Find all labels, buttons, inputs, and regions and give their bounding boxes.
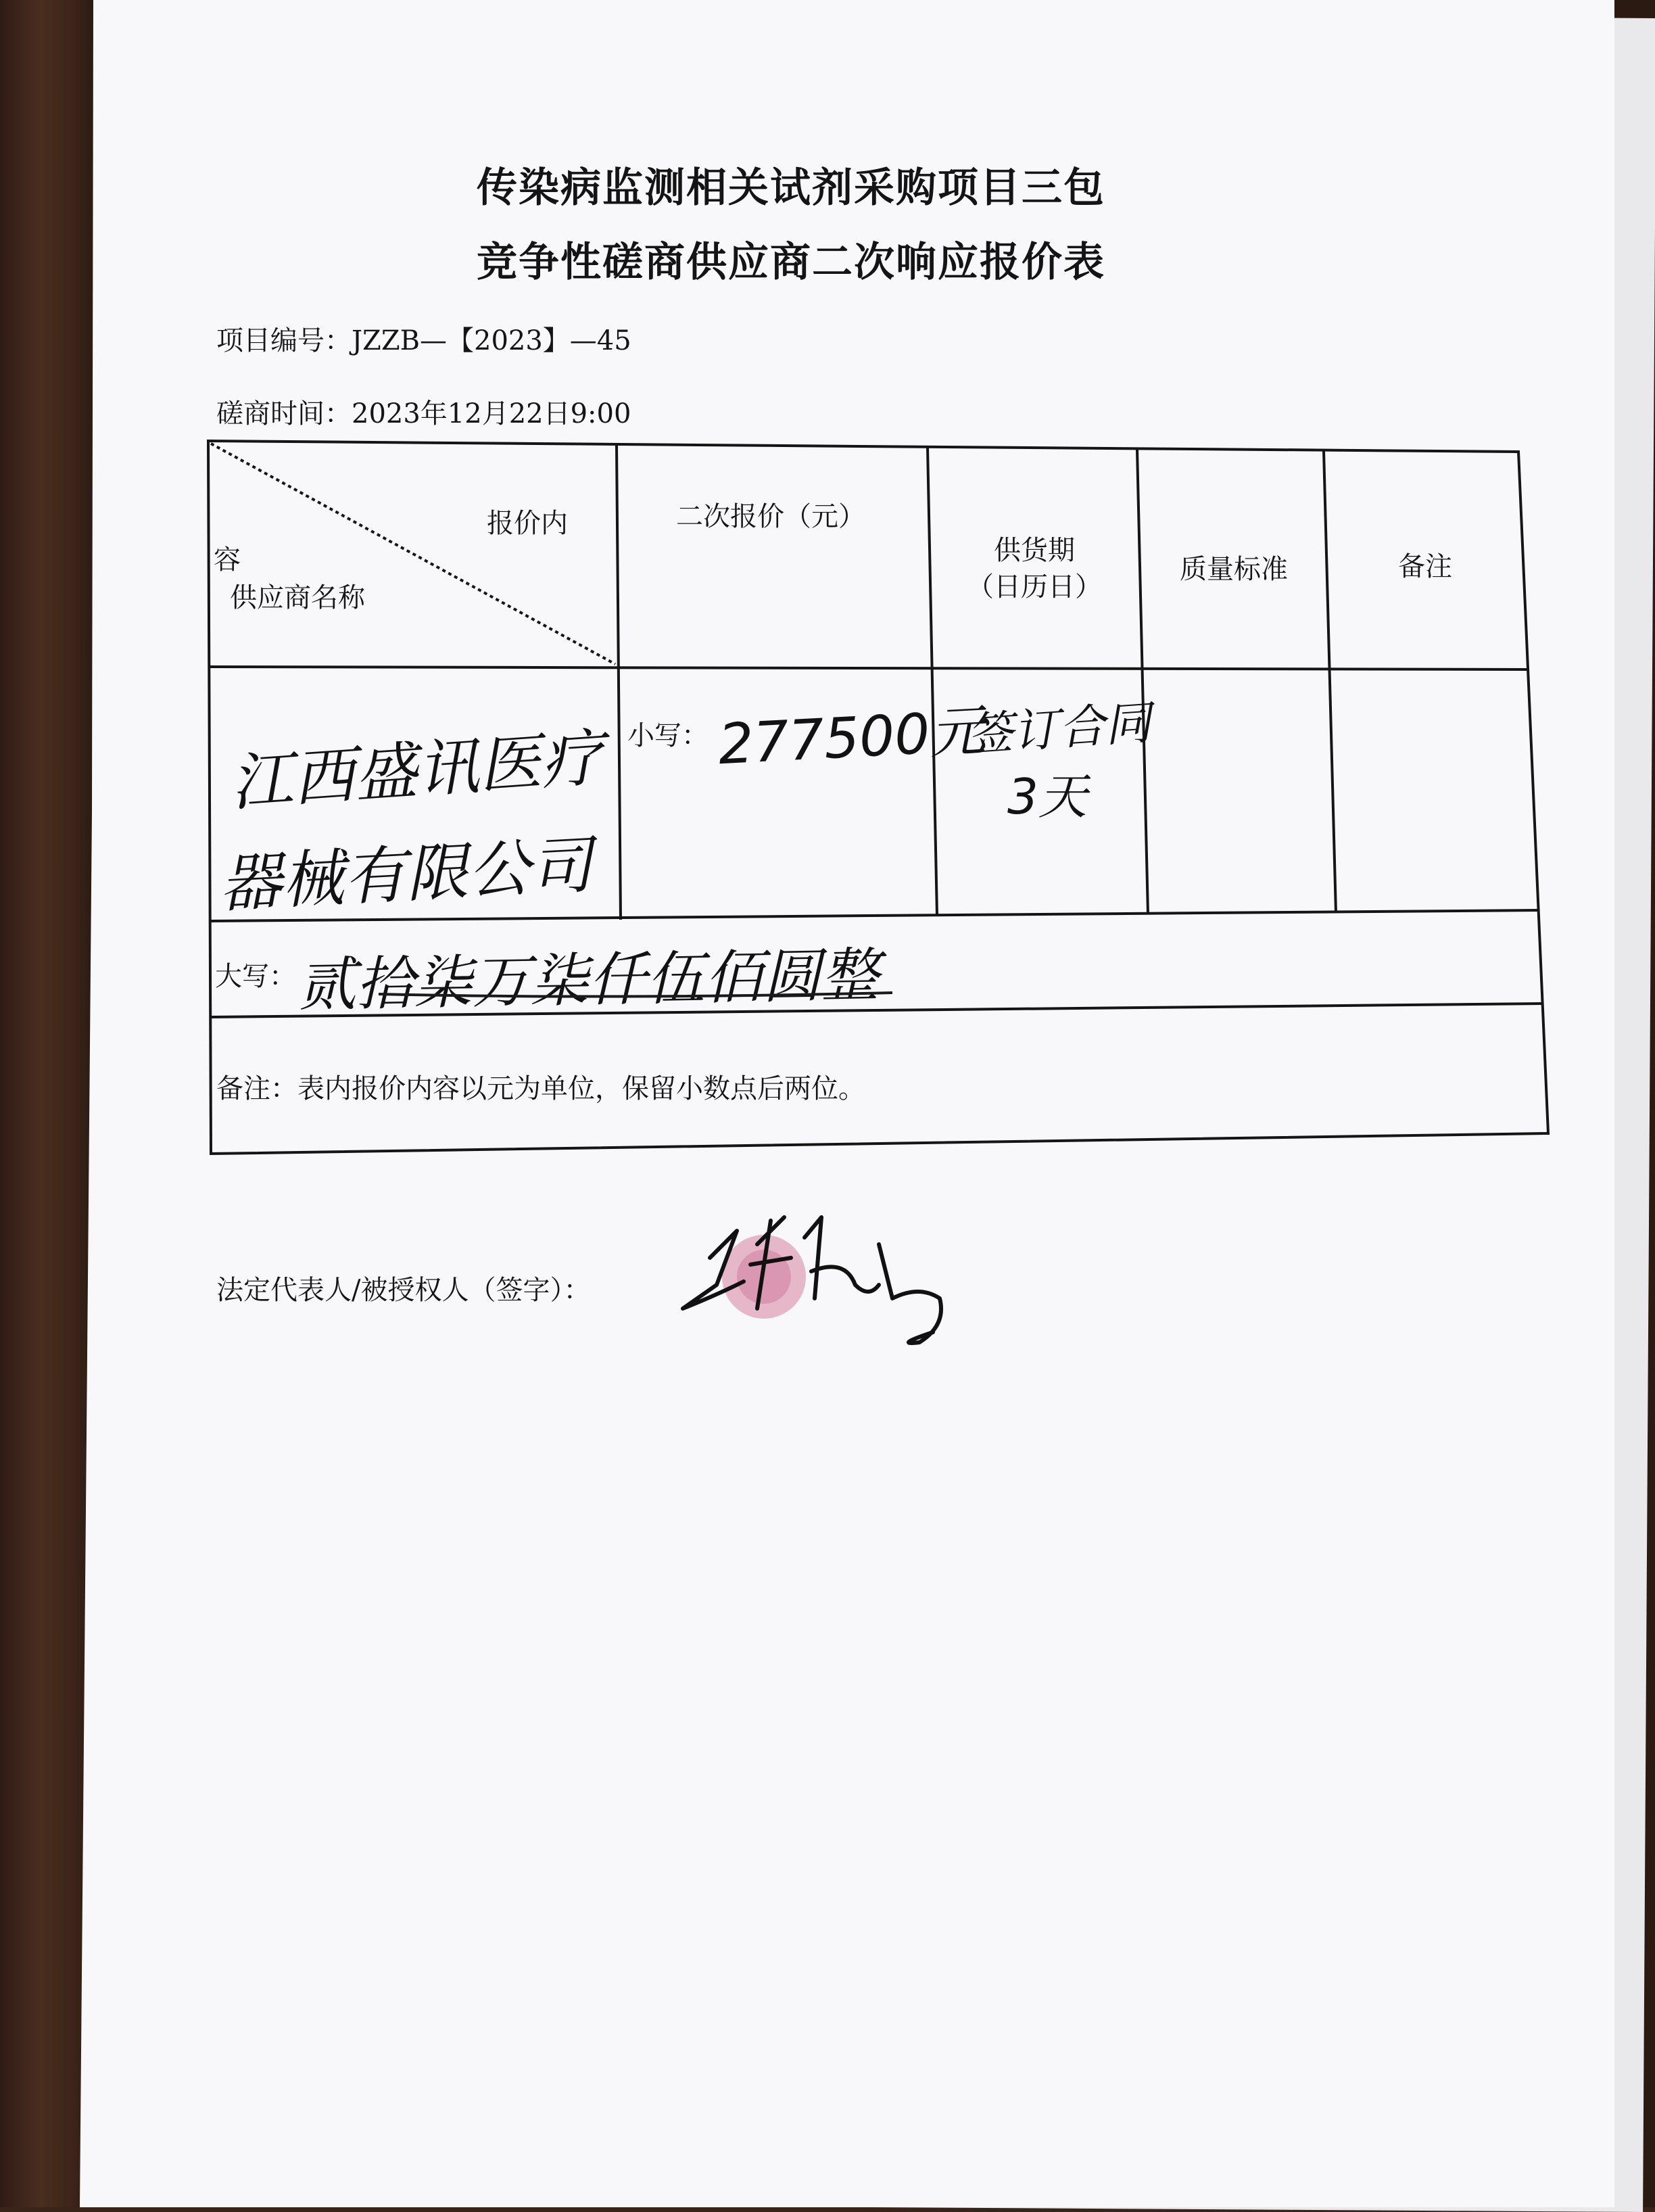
delivery-period-line1: 签订合同 [965,696,1153,763]
price-lowercase-label: 小写： [627,720,709,751]
corner-header-top: 报价内 [487,508,568,539]
title-line-1: 传染病监测相关试剂采购项目三包 [477,164,1105,212]
header-quality: 质量标准 [1180,554,1288,585]
project-number: 项目编号：JZZB—【2023】—45 [216,325,631,356]
signature-label: 法定代表人/被授权人（签字）： [216,1275,591,1306]
corner-header-wrap: 容 [214,544,241,575]
header-delivery-line1: 供货期 [994,535,1075,566]
capital-amount-label: 大写： [215,961,296,992]
supplier-name-line2: 器械有限公司 [217,828,594,921]
price-lowercase-value: 277500元 [717,699,987,778]
capital-amount-value: 贰拾柒万柒仟伍佰圆整 [297,941,880,1020]
supplier-name-line1: 江西盛讯医疗 [228,721,606,820]
header-price: 二次报价（元） [676,501,865,532]
table-note: 备注：表内报价内容以元为单位，保留小数点后两位。 [216,1073,865,1104]
negotiation-time: 磋商时间：2023年12月22日9:00 [216,398,631,429]
title-line-2: 竞争性磋商供应商二次响应报价表 [477,239,1105,286]
header-remarks: 备注 [1398,551,1452,582]
delivery-period-line2: 3天 [1007,768,1087,825]
corner-header-bottom: 供应商名称 [230,582,365,613]
header-delivery-line2: （日历日） [967,571,1102,603]
